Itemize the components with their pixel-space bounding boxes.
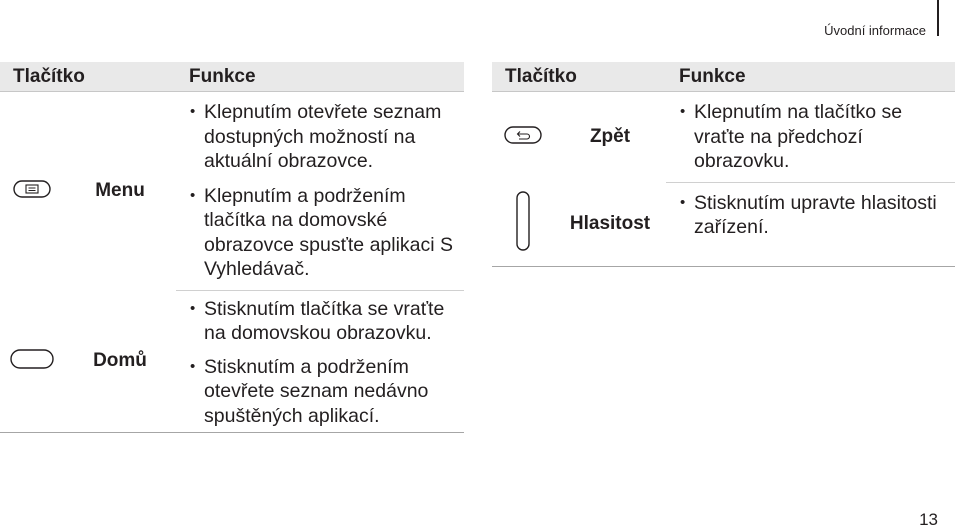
keys-table-left — [0, 62, 464, 433]
key-name-back: Zpět — [589, 126, 631, 147]
home-icon — [10, 349, 54, 369]
table-row-home — [0, 290, 464, 433]
home-key-cell — [0, 290, 64, 433]
header-divider — [937, 0, 939, 36]
page-number: 13 — [919, 510, 938, 529]
column-header-button: Tlačítko — [0, 62, 176, 92]
volume-key-cell — [492, 182, 554, 266]
list-item: • Klepnutím a podržením tlačítka na domovské obrazovce spusťte aplikaci S Vyhledávač. — [176, 184, 464, 282]
key-name-menu: Menu — [95, 180, 145, 201]
list-item: • Klepnutím otevřete seznam dostupných možností na aktuální obrazovce. — [176, 100, 464, 174]
back-icon — [504, 126, 542, 144]
column-header-function: Funkce — [176, 62, 464, 92]
function-cell-volume — [666, 182, 955, 266]
table-row-menu — [0, 92, 464, 291]
list-item: • Stisknutím tlačítka se vraťte na domovskou obrazovku. — [176, 297, 464, 346]
table-header-row — [492, 62, 955, 92]
function-cell-back — [666, 92, 955, 183]
function-cell-home — [176, 290, 464, 433]
keys-table-right — [492, 62, 955, 267]
key-name-home: Domů — [64, 290, 176, 433]
function-cell-menu — [176, 92, 464, 291]
section-title: Úvodní informace — [824, 23, 926, 38]
list-item: • Stisknutím a podržením otevřete seznam nedávno spuštěných aplikací. — [176, 355, 464, 429]
key-name-volume: Hlasitost — [554, 182, 666, 266]
list-item: • Klepnutím na tlačítko se vraťte na předchozí obrazovku. — [666, 100, 955, 174]
back-key-cell — [492, 92, 554, 183]
volume-key-icon — [516, 191, 530, 251]
table-row-back — [492, 92, 955, 183]
table-header-row — [0, 62, 464, 92]
table-row-volume — [492, 182, 955, 266]
menu-key-cell — [0, 92, 64, 291]
column-header-button: Tlačítko — [492, 62, 666, 92]
menu-icon — [13, 180, 51, 198]
list-item: • Stisknutím upravte hlasitosti zařízení. — [666, 191, 955, 240]
column-header-function: Funkce — [666, 62, 955, 92]
